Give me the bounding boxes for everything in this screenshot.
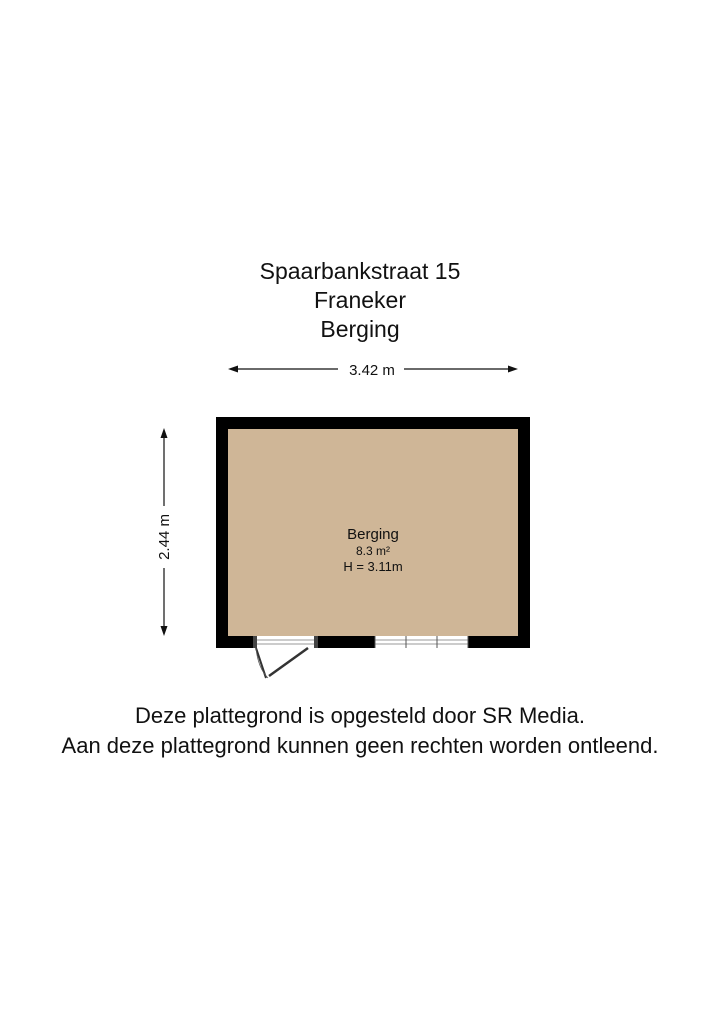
arrow-down-icon [161,626,168,636]
floor-title: Berging [320,316,400,342]
width-dimension [228,362,518,379]
room-name: Berging [347,526,399,543]
window [375,636,468,648]
city-title: Franeker [313,287,407,313]
room-height: H = 3.11m [343,559,403,574]
address-title: Spaarbankstraat 15 [259,258,461,284]
depth-dimension [156,428,173,636]
door [253,636,318,678]
arrow-right-icon [508,366,518,373]
disclaimer-line-2: Aan deze plattegrond kunnen geen rechten worden ontleend. [61,733,659,758]
arrow-left-icon [228,366,238,373]
room-area: 8.3 m² [355,544,391,558]
width-label: 3.42 m [349,362,395,379]
arrow-up-icon [161,428,168,438]
depth-label: 2.44 m [156,514,173,560]
disclaimer-line-1: Deze plattegrond is opgesteld door SR Media. [134,703,586,728]
